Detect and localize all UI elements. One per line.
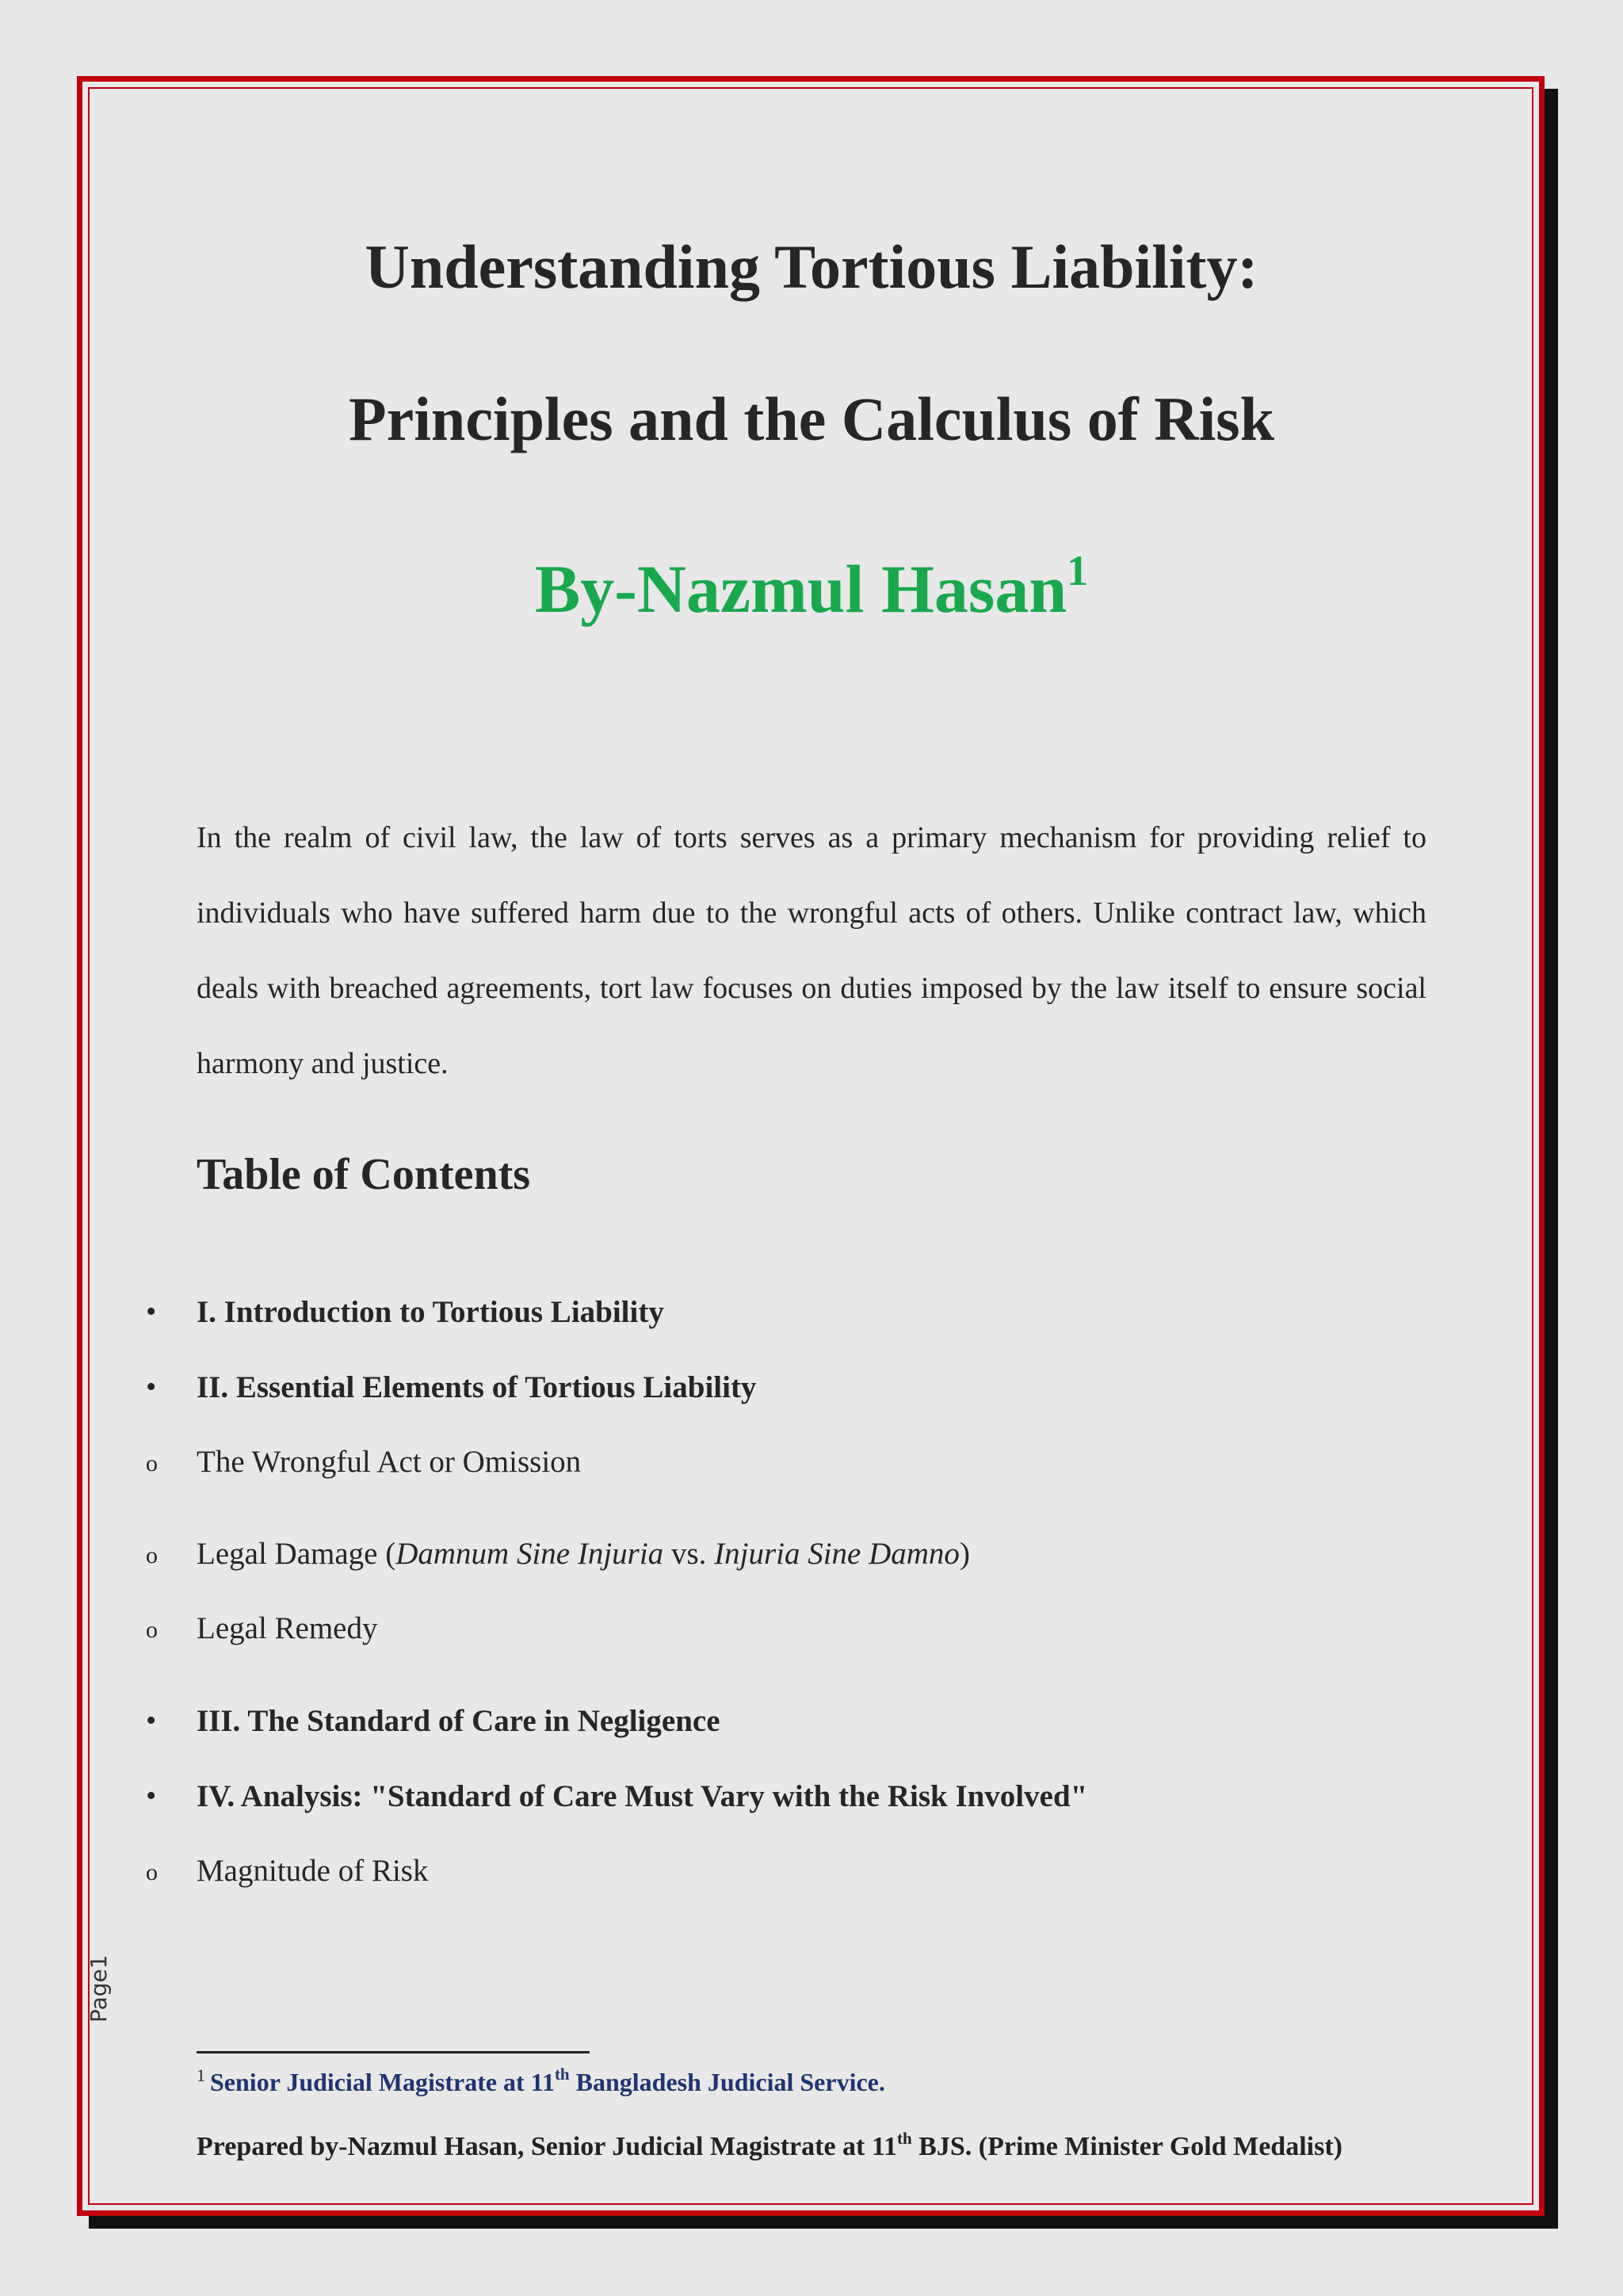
latin-term-2: Injuria Sine Damno [714, 1537, 960, 1571]
title-line-2: Principles and the Calculus of Risk [349, 384, 1274, 453]
footnote-ordinal: th [554, 2065, 570, 2084]
legal-damage-mid: vs. [663, 1537, 715, 1571]
circle-marker: o [146, 1450, 158, 1477]
toc-item-introduction[interactable]: I. Introduction to Tortious Liability [197, 1295, 664, 1329]
author-byline [0, 547, 1623, 627]
toc-subitem-wrongful-act[interactable]: The Wrongful Act or Omission [197, 1445, 582, 1479]
circle-marker: o [146, 1617, 158, 1643]
author-footnote-mark[interactable]: 1 [1067, 547, 1089, 594]
bullet-marker: • [146, 1295, 157, 1328]
toc-item-essential-elements[interactable]: II. Essential Elements of Tortious Liability [197, 1370, 757, 1404]
bullet-marker: • [146, 1704, 157, 1737]
footnote-text-after: Bangladesh Judicial Service. [569, 2068, 885, 2096]
legal-damage-suffix: ) [959, 1537, 970, 1571]
title-line-1: Understanding Tortious Liability: [365, 232, 1258, 301]
footer-text-before: Prepared by-Nazmul Hasan, Senior Judicial Magistrate at 11 [197, 2132, 897, 2161]
toc-subitem-magnitude-of-risk[interactable]: Magnitude of Risk [197, 1854, 429, 1888]
footer-text-after: BJS. (Prime Minister Gold Medalist) [911, 2132, 1342, 2161]
toc-heading: Table of Contents [197, 1150, 531, 1199]
footer-ordinal: th [896, 2129, 912, 2148]
footnote-separator [197, 2051, 590, 2053]
toc-item-analysis[interactable]: IV. Analysis: "Standard of Care Must Vary with the Risk Involved" [197, 1779, 1088, 1813]
footnote-mark: 1 [197, 2065, 205, 2085]
circle-marker: o [146, 1542, 158, 1568]
toc-subitem-legal-damage[interactable] [197, 1536, 970, 1572]
footnote-text-before: Senior Judicial Magistrate at 11 [210, 2068, 555, 2096]
latin-term-1: Damnum Sine Injuria [395, 1537, 664, 1571]
page-number-label: Page1 [86, 1954, 112, 2023]
toc-subitem-legal-remedy[interactable]: Legal Remedy [197, 1611, 378, 1645]
circle-marker: o [146, 1859, 158, 1885]
toc-item-standard-of-care[interactable]: III. The Standard of Care in Negligence [197, 1704, 720, 1738]
intro-paragraph: In the realm of civil law, the law of torts serves as a primary mechanism for providing relief to individuals who have suffered harm due to the wrongful acts of others. Unlike contract law, which deals with breached agreements, tort law focuses on duties imposed by the law itself to ensure social harmony and justice. [197, 821, 1426, 1080]
footnote [197, 2065, 885, 2097]
author-name: By-Nazmul Hasan [534, 551, 1067, 627]
bullet-marker: • [146, 1370, 157, 1404]
page-footer [197, 2129, 1342, 2162]
bullet-marker: • [146, 1779, 157, 1813]
legal-damage-prefix: Legal Damage ( [197, 1537, 396, 1571]
